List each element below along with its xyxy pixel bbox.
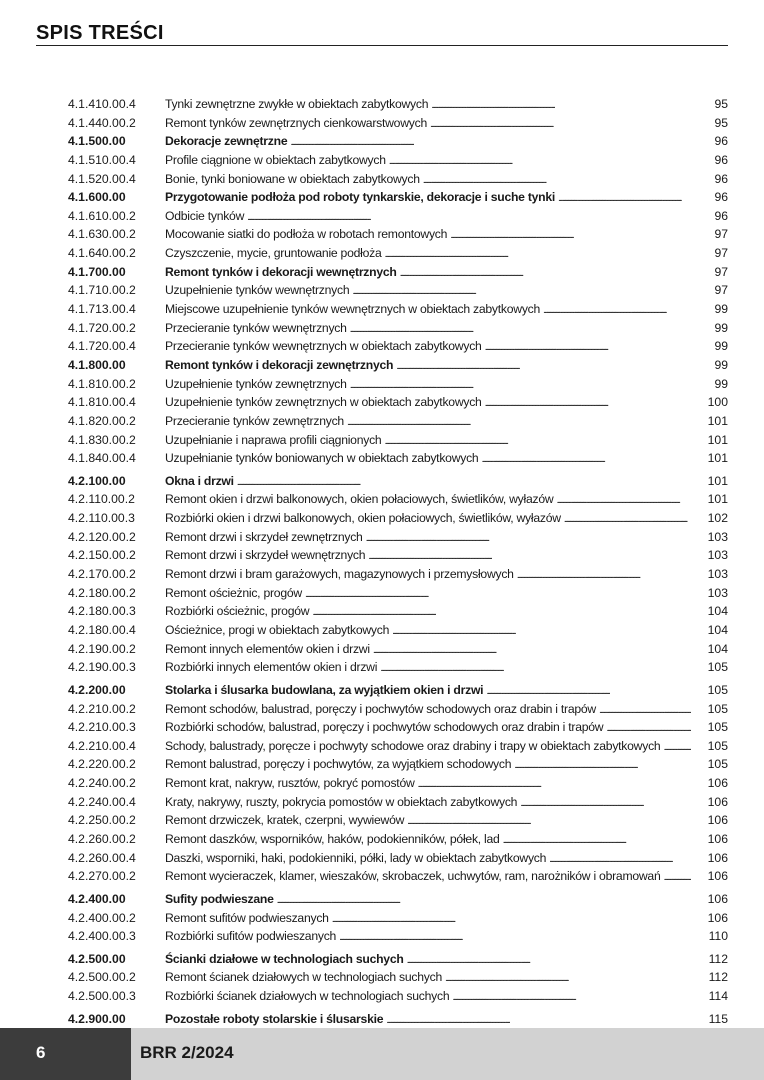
toc-entry-code: 4.2.500.00: [68, 951, 126, 966]
toc-entry-code: 4.1.510.00.4: [68, 152, 136, 167]
toc-entry-page: 106: [707, 891, 728, 906]
toc-entry-code: 4.2.500.00.2: [68, 970, 136, 985]
toc-entry-code: 4.2.250.00.2: [68, 813, 136, 828]
dot-leader: [664, 867, 692, 888]
toc-entry: [68, 170, 728, 189]
toc-entry-title: Daszki, wsporniki, haki, podokienniki, półki, lady w obiektach zabytkowych: [165, 850, 547, 865]
dot-leader: [373, 640, 691, 661]
toc-entry-page: 101: [707, 413, 728, 428]
toc-entry-page: 99: [714, 357, 728, 372]
toc-entry-title: Schody, balustrady, poręcze i pochwyty schodowe oraz drabiny i trapy w obiektach zabytkowych: [165, 738, 661, 753]
toc-entry: [68, 449, 728, 468]
toc-entry-title: Remont ścianek działowych w technologiach suchych: [165, 970, 443, 985]
toc-entry-code: 4.1.720.00.4: [68, 339, 136, 354]
toc-entry: [68, 793, 728, 812]
toc-entry: [68, 658, 728, 677]
toc-entry-title: Remont daszków, wsporników, haków, podokienników, półek, lad: [165, 831, 500, 846]
toc-entry-code: 4.1.810.00.2: [68, 376, 136, 391]
toc-entry-page: 101: [707, 432, 728, 447]
toc-entry-page: 100: [707, 395, 728, 410]
toc-entry-code: 4.2.260.00.4: [68, 850, 136, 865]
toc-entry-title: Remont krat, nakryw, rusztów, pokryć pomostów: [165, 776, 415, 791]
toc-entry-page: 103: [707, 585, 728, 600]
toc-section-entry: [68, 132, 728, 151]
toc-entry-page: 102: [707, 511, 728, 526]
toc-entry: [68, 207, 728, 226]
dot-leader: [366, 528, 691, 549]
toc-entry-code: 4.2.180.00.4: [68, 622, 136, 637]
toc-entry-title: Remont ościeżnic, progów: [165, 585, 302, 600]
toc-entry-page: 101: [707, 492, 728, 507]
toc-entry: [68, 774, 728, 793]
toc-entry: [68, 830, 728, 849]
toc-entry: [68, 337, 728, 356]
dot-leader: [485, 393, 691, 414]
dot-leader: [237, 472, 691, 493]
toc-entry-page: 106: [707, 831, 728, 846]
footer-page-block: [0, 1028, 131, 1080]
toc-entry-code: 4.2.900.00: [68, 1011, 126, 1026]
toc-entry-page: 104: [707, 622, 728, 637]
toc-entry-page: 96: [714, 190, 728, 205]
toc-entry-code: 4.1.810.00.4: [68, 395, 136, 410]
toc-entry: [68, 412, 728, 431]
toc-entry-page: 96: [714, 152, 728, 167]
dot-leader: [606, 718, 691, 739]
toc-entry-title: Miejscowe uzupełnienie tynków wewnętrznych w obiektach zabytkowych: [165, 302, 541, 317]
toc-entry: [68, 393, 728, 412]
dot-leader: [352, 281, 691, 302]
toc-entry: [68, 225, 728, 244]
dot-leader: [564, 509, 691, 530]
dot-leader: [389, 151, 691, 172]
dot-leader: [503, 830, 691, 851]
toc-entry-page: 114: [708, 989, 728, 1004]
dot-leader: [400, 263, 691, 284]
dot-leader: [556, 490, 691, 511]
toc-entry-title: Remont drzwi i bram garażowych, magazynowych i przemysłowych: [165, 567, 514, 582]
dot-leader: [423, 170, 691, 191]
toc-entry: [68, 718, 728, 737]
toc-entry-code: 4.1.840.00.4: [68, 451, 136, 466]
toc-entry-title: Remont tynków i dekoracji wewnętrznych: [165, 264, 397, 279]
dot-leader: [485, 337, 691, 358]
toc-entry-page: 112: [708, 970, 728, 985]
toc-entry-page: 99: [714, 376, 728, 391]
toc-entry: [68, 968, 728, 987]
toc-entry: [68, 546, 728, 565]
toc-entry-code: 4.2.240.00.4: [68, 794, 136, 809]
toc-entry-code: 4.2.210.00.3: [68, 720, 136, 735]
toc-entry-code: 4.1.720.00.2: [68, 320, 136, 335]
toc-entry-page: 115: [708, 1011, 728, 1026]
toc-entry-title: Remont drzwi i skrzydeł zewnętrznych: [165, 529, 363, 544]
toc-entry: [68, 319, 728, 338]
toc-entry-title: Remont sufitów podwieszanych: [165, 910, 329, 925]
toc-entry: [68, 867, 728, 886]
toc-section-entry: [68, 188, 728, 207]
dot-leader: [445, 968, 691, 989]
toc-entry-code: 4.1.610.00.2: [68, 208, 136, 223]
toc-entry-page: 106: [707, 813, 728, 828]
title-divider: [36, 45, 728, 46]
toc-entry-title: Rozbiórki ścianek działowych w technologiach suchych: [165, 989, 450, 1004]
toc-entry-code: 4.1.500.00: [68, 134, 126, 149]
toc-entry-code: 4.2.110.00.2: [68, 492, 135, 507]
toc-entry-page: 99: [714, 339, 728, 354]
toc-entry-title: Remont drzwiczek, kratek, czerpni, wywiewów: [165, 813, 405, 828]
toc-entry-title: Ościeżnice, progi w obiektach zabytkowych: [165, 622, 390, 637]
toc-entry-code: 4.2.220.00.2: [68, 757, 136, 772]
toc-entry-title: Remont schodów, balustrad, poręczy i pochwytów schodowych oraz drabin i trapów: [165, 701, 596, 716]
toc-entry-code: 4.2.260.00.2: [68, 831, 136, 846]
toc-entry-code: 4.2.500.00.3: [68, 989, 136, 1004]
toc-entry-title: Rozbiórki sufitów podwieszanych: [165, 929, 337, 944]
toc-entry-page: 103: [707, 548, 728, 563]
toc-entry-code: 4.1.640.00.2: [68, 246, 136, 261]
toc-section-entry: [68, 950, 728, 969]
journal-issue: BRR 2/2024: [140, 1043, 234, 1062]
toc-entry-title: Remont innych elementów okien i drzwi: [165, 641, 370, 656]
dot-leader: [407, 950, 691, 971]
toc-entry-title: Rozbiórki ościeżnic, progów: [165, 604, 310, 619]
toc-entry-code: 4.2.270.00.2: [68, 869, 136, 884]
toc-entry: [68, 755, 728, 774]
toc-entry-code: 4.2.170.00.2: [68, 567, 136, 582]
toc-entry-page: 105: [707, 738, 728, 753]
toc-entry-code: 4.2.150.00.2: [68, 548, 136, 563]
toc-entry-title: Remont tynków zewnętrznych cienkowarstwowych: [165, 115, 427, 130]
toc-entry-title: Tynki zewnętrzne zwykłe w obiektach zabytkowych: [165, 97, 429, 111]
toc-entry-code: 4.2.240.00.2: [68, 776, 136, 791]
toc-entry: [68, 281, 728, 300]
toc-section-entry: [68, 681, 728, 700]
toc-entry: [68, 565, 728, 584]
toc-entry-code: 4.2.110.00.3: [68, 511, 135, 526]
dot-leader: [599, 700, 691, 721]
dot-leader: [663, 737, 691, 758]
toc-entry-page: 96: [714, 134, 728, 149]
dot-leader: [277, 890, 691, 911]
toc-entry-code: 4.2.400.00: [68, 891, 126, 906]
toc-entry-page: 105: [707, 660, 728, 675]
toc-entry: [68, 375, 728, 394]
dot-leader: [514, 755, 691, 776]
page-number: 6: [36, 1043, 46, 1062]
toc-section-entry: [68, 890, 728, 909]
toc-entry: [68, 602, 728, 621]
dot-leader: [558, 188, 691, 209]
toc-entry-code: 4.2.120.00.2: [68, 529, 136, 544]
toc-entry-title: Okna i drzwi: [165, 473, 234, 488]
toc-entry-code: 4.1.520.00.4: [68, 171, 136, 186]
toc-section-entry: [68, 472, 728, 491]
toc-entry-title: Uzupełnienie tynków zewnętrznych: [165, 376, 347, 391]
toc-entry-page: 97: [714, 283, 728, 298]
toc-entry-title: Rozbiórki okien i drzwi balkonowych, okien połaciowych, świetlików, wyłazów: [165, 511, 561, 526]
toc-entry: [68, 621, 728, 640]
toc-entry-page: 106: [707, 869, 728, 884]
toc-entry-page: 106: [707, 794, 728, 809]
toc-entry: [68, 528, 728, 547]
toc-entry-code: 4.1.830.00.2: [68, 432, 136, 447]
toc-entry-title: Remont tynków i dekoracji zewnętrznych: [165, 357, 394, 372]
dot-leader: [520, 793, 691, 814]
toc-entry-page: 105: [707, 701, 728, 716]
dot-leader: [368, 546, 691, 567]
dot-leader: [486, 681, 691, 702]
toc-entry-page: 105: [707, 720, 728, 735]
toc-entry-page: 97: [714, 227, 728, 242]
toc-entry-page: 99: [714, 302, 728, 317]
toc-entry-title: Uzupełnienie tynków zewnętrznych w obiektach zabytkowych: [165, 395, 482, 410]
dot-leader: [350, 375, 691, 396]
dot-leader: [407, 811, 691, 832]
page-title: SPIS TREŚCI: [36, 22, 164, 44]
toc-entry: [68, 490, 728, 509]
toc-entry-page: 97: [714, 264, 728, 279]
dot-leader: [380, 658, 691, 679]
toc-entry-title: Uzupełnianie i naprawa profili ciągnionych: [165, 432, 382, 447]
toc-section-entry: [68, 263, 728, 282]
dot-leader: [396, 356, 691, 377]
toc-entry-title: Odbicie tynków: [165, 208, 245, 223]
toc-entry: [68, 95, 728, 114]
toc-entry-page: 101: [707, 451, 728, 466]
toc-entry-page: 99: [714, 320, 728, 335]
toc-entry-title: Czyszczenie, mycie, gruntowanie podłoża: [165, 246, 382, 261]
toc-entry-code: 4.2.190.00.2: [68, 641, 136, 656]
toc-entry-title: Profile ciągnione w obiektach zabytkowych: [165, 152, 386, 167]
toc-entry: [68, 909, 728, 928]
toc-entry-title: Bonie, tynki boniowane w obiektach zabytkowych: [165, 171, 420, 186]
toc-entry-page: 96: [714, 208, 728, 223]
toc-entry-code: 4.1.410.00.4: [68, 97, 136, 111]
toc-entry-code: 4.2.100.00: [68, 473, 126, 488]
toc-entry-code: 4.2.190.00.3: [68, 660, 136, 675]
dot-leader: [385, 244, 691, 265]
toc-section-entry: [68, 356, 728, 375]
toc-entry-title: Dekoracje zewnętrzne: [165, 134, 288, 149]
toc-entry-title: Uzupełnianie tynków boniowanych w obiektach zabytkowych: [165, 451, 479, 466]
toc-entry-page: 106: [707, 776, 728, 791]
dot-leader: [517, 565, 691, 586]
toc-entry-title: Pozostałe roboty stolarskie i ślusarskie: [165, 1011, 384, 1026]
dot-leader: [339, 927, 691, 948]
toc-entry-code: 4.2.400.00.2: [68, 910, 136, 925]
toc-entry: [68, 700, 728, 719]
toc-entry-code: 4.1.440.00.2: [68, 115, 136, 130]
toc-entry-code: 4.1.713.00.4: [68, 302, 136, 317]
toc-entry-page: 105: [707, 682, 728, 697]
toc-entry-page: 96: [714, 171, 728, 186]
dot-leader: [312, 602, 691, 623]
toc-entry-title: Remont balustrad, poręczy i pochwytów, za wyjątkiem schodowych: [165, 757, 512, 772]
toc-entry: [68, 509, 728, 528]
toc-entry-title: Stolarka i ślusarka budowlana, za wyjątkiem okien i drzwi: [165, 682, 484, 697]
toc-entry-code: 4.1.800.00: [68, 357, 126, 372]
toc-entry-code: 4.2.210.00.2: [68, 701, 136, 716]
toc-entry-page: 112: [708, 951, 728, 966]
toc-entry-code: 4.1.600.00: [68, 190, 126, 205]
dot-leader: [452, 987, 691, 1008]
toc-entry-code: 4.1.710.00.2: [68, 283, 136, 298]
table-of-contents: [68, 95, 728, 1028]
toc-entry-title: Uzupełnienie tynków wewnętrznych: [165, 283, 350, 298]
toc-entry: [68, 640, 728, 659]
toc-entry-title: Rozbiórki schodów, balustrad, poręczy i pochwytów schodowych oraz drabin i trapów: [165, 720, 604, 735]
toc-entry-title: Sufity podwieszane: [165, 891, 274, 906]
toc-entry: [68, 431, 728, 450]
dot-leader: [305, 584, 691, 605]
dot-leader: [347, 412, 691, 433]
toc-entry: [68, 927, 728, 946]
toc-entry-title: Przygotowanie podłoża pod roboty tynkarskie, dekoracje i suche tynki: [165, 190, 556, 205]
dot-leader: [418, 774, 691, 795]
toc-entry: [68, 987, 728, 1006]
toc-entry-page: 106: [707, 910, 728, 925]
dot-leader: [350, 319, 691, 340]
dot-leader: [290, 132, 691, 153]
dot-leader: [332, 909, 691, 930]
toc-entry: [68, 811, 728, 830]
toc-entry-code: 4.2.400.00.3: [68, 929, 136, 944]
toc-entry: [68, 300, 728, 319]
toc-entry: [68, 849, 728, 868]
toc-entry-title: Mocowanie siatki do podłoża w robotach remontowych: [165, 227, 448, 242]
toc-entry-title: Remont drzwi i skrzydeł wewnętrznych: [165, 548, 366, 563]
dot-leader: [450, 225, 691, 246]
toc-entry-title: Przecieranie tynków zewnętrznych: [165, 413, 344, 428]
toc-section-entry: [68, 1010, 728, 1029]
toc-entry-page: 95: [714, 97, 728, 111]
toc-entry-code: 4.1.820.00.2: [68, 413, 136, 428]
toc-entry: [68, 737, 728, 756]
toc-entry-title: Remont wycieraczek, klamer, wieszaków, skrobaczek, uchwytów, ram, narożników i obramowań: [165, 869, 661, 884]
toc-entry-title: Rozbiórki innych elementów okien i drzwi: [165, 660, 378, 675]
toc-entry-code: 4.1.700.00: [68, 264, 126, 279]
toc-entry-code: 4.2.210.00.4: [68, 738, 136, 753]
toc-entry: [68, 151, 728, 170]
toc-entry: [68, 244, 728, 263]
toc-entry-page: 103: [707, 529, 728, 544]
toc-entry-page: 97: [714, 246, 728, 261]
toc-entry-code: 4.2.180.00.2: [68, 585, 136, 600]
dot-leader: [392, 621, 691, 642]
toc-entry-code: 4.1.630.00.2: [68, 227, 136, 242]
dot-leader: [481, 449, 691, 470]
toc-entry-page: 101: [707, 473, 728, 488]
dot-leader: [384, 431, 691, 452]
toc-entry-title: Przecieranie tynków wewnętrznych: [165, 320, 347, 335]
toc-entry-page: 104: [707, 604, 728, 619]
dot-leader: [430, 114, 691, 135]
toc-entry-page: 106: [707, 850, 728, 865]
toc-entry-title: Kraty, nakrywy, ruszty, pokrycia pomostów w obiektach zabytkowych: [165, 794, 518, 809]
dot-leader: [247, 207, 691, 228]
toc-entry: [68, 114, 728, 133]
toc-entry-page: 105: [707, 757, 728, 772]
toc-entry: [68, 584, 728, 603]
dot-leader: [549, 849, 691, 870]
toc-entry-title: Remont okien i drzwi balkonowych, okien połaciowych, świetlików, wyłazów: [165, 492, 554, 507]
dot-leader: [543, 300, 691, 321]
toc-entry-page: 103: [707, 567, 728, 582]
toc-entry-code: 4.2.180.00.3: [68, 604, 136, 619]
toc-entry-code: 4.2.200.00: [68, 682, 126, 697]
toc-entry-title: Ścianki działowe w technologiach suchych: [165, 951, 404, 966]
toc-entry-page: 95: [714, 115, 728, 130]
dot-leader: [431, 95, 691, 116]
toc-entry-page: 110: [708, 929, 728, 944]
toc-entry-page: 104: [707, 641, 728, 656]
toc-entry-title: Przecieranie tynków wewnętrznych w obiektach zabytkowych: [165, 339, 482, 354]
